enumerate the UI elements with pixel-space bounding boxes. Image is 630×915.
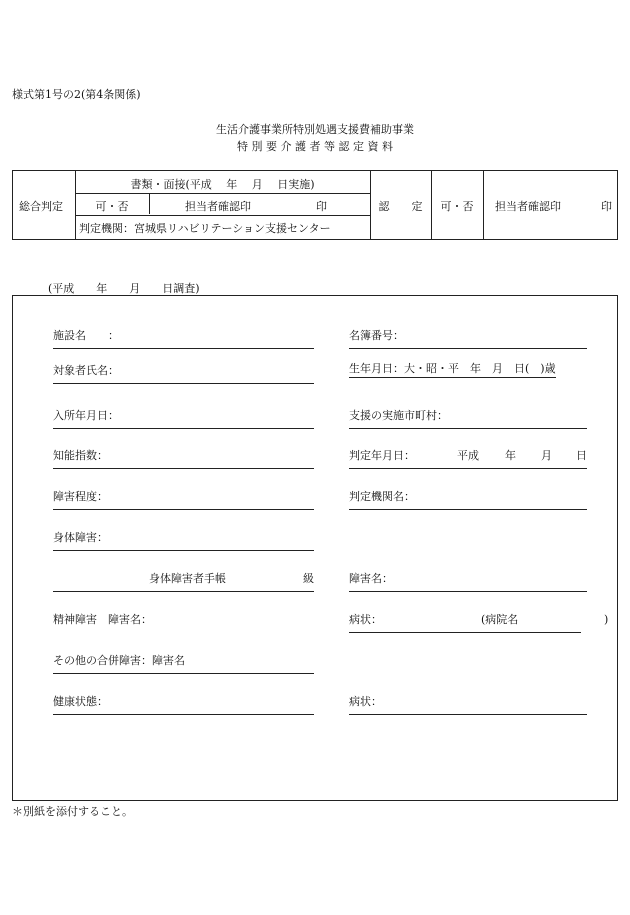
overall-judgment-label: 総合判定 xyxy=(19,200,63,213)
judging-agency-name-field[interactable] xyxy=(349,487,587,510)
judgment-date-day: 日 xyxy=(576,449,587,462)
judging-agency-name-label: 判定機関名： xyxy=(349,490,415,503)
disability-degree-label: 障害程度： xyxy=(53,490,108,503)
certification-label: 認 定 xyxy=(378,200,423,213)
birth-date-field[interactable] xyxy=(349,361,587,383)
facility-name-label: 施設名 ： xyxy=(53,329,119,342)
disability-degree-field[interactable] xyxy=(53,487,314,510)
physical-disability-field[interactable] xyxy=(53,528,314,551)
admission-date-label: 入所年月日： xyxy=(53,409,119,422)
iq-field[interactable] xyxy=(53,446,314,469)
approve-deny-right[interactable]: 可・否 xyxy=(440,200,474,213)
seal-right: 印 xyxy=(601,200,612,213)
judgment-date-label: 判定年月日： xyxy=(349,449,415,462)
survey-form xyxy=(12,295,618,801)
judgment-date-year: 年 xyxy=(505,449,516,462)
judgment-table xyxy=(12,170,618,240)
mental-disability-field[interactable] xyxy=(53,610,314,632)
hospital-name-close: ) xyxy=(604,613,609,626)
mental-disability-label: 精神障害 障害名： xyxy=(53,613,152,626)
other-disability-label: その他の合併障害：障害名 xyxy=(53,654,185,667)
other-disability-field[interactable] xyxy=(53,651,314,674)
physical-handbook-label: 身体障害者手帳 xyxy=(149,572,226,585)
subject-name-field[interactable] xyxy=(53,361,314,384)
physical-handbook-field[interactable] xyxy=(53,569,314,592)
support-municipality-label: 支援の実施市町村： xyxy=(349,409,448,422)
physical-disability-label: 身体障害： xyxy=(53,531,108,544)
registry-number-label: 名簿番号： xyxy=(349,329,404,342)
judging-agency: 判定機関：宮城県リハビリテーション支援センター xyxy=(79,222,331,235)
hospital-name-label: (病院名 xyxy=(481,613,519,626)
condition-field[interactable] xyxy=(349,610,581,633)
facility-name-field[interactable] xyxy=(53,326,314,349)
judgment-date-month: 月 xyxy=(541,449,552,462)
title-line-1: 生活介護事業所特別処遇支援費補助事業 xyxy=(216,123,414,136)
judgment-date-field[interactable] xyxy=(349,446,587,469)
staff-confirm-right: 担当者確認印 xyxy=(495,200,561,213)
title-line-2: 特 別 要 介 護 者 等 認 定 資 料 xyxy=(237,140,393,153)
birth-date-label: 生年月日：大・昭・平 年 月 日( )歳 xyxy=(349,360,556,378)
staff-confirm-left: 担当者確認印 xyxy=(185,200,251,213)
documents-interview-label: 書類・面接(平成 年 月 日実施) xyxy=(130,178,315,191)
condition2-field[interactable] xyxy=(349,692,587,715)
grade-label: 級 xyxy=(303,572,314,585)
disability-name-field[interactable] xyxy=(349,569,587,592)
iq-label: 知能指数： xyxy=(53,449,108,462)
footnote: ＊別紙を添付すること。 xyxy=(12,805,133,818)
admission-date-field[interactable] xyxy=(53,406,314,429)
subject-name-label: 対象者氏名： xyxy=(53,364,119,377)
condition2-label: 病状： xyxy=(349,695,382,708)
support-municipality-field[interactable] xyxy=(349,406,587,429)
health-status-field[interactable] xyxy=(53,692,314,715)
health-status-label: 健康状態： xyxy=(53,695,108,708)
survey-date: (平成 年 月 日調査) xyxy=(48,282,200,295)
approve-deny-left[interactable]: 可・否 xyxy=(95,200,129,213)
seal-left: 印 xyxy=(316,200,327,213)
disability-name-label: 障害名： xyxy=(349,572,393,585)
registry-number-field[interactable] xyxy=(349,326,587,349)
condition-label: 病状： xyxy=(349,613,382,626)
judgment-date-era: 平成 xyxy=(457,449,479,462)
form-number: 様式第1号の2(第4条関係) xyxy=(12,88,141,101)
